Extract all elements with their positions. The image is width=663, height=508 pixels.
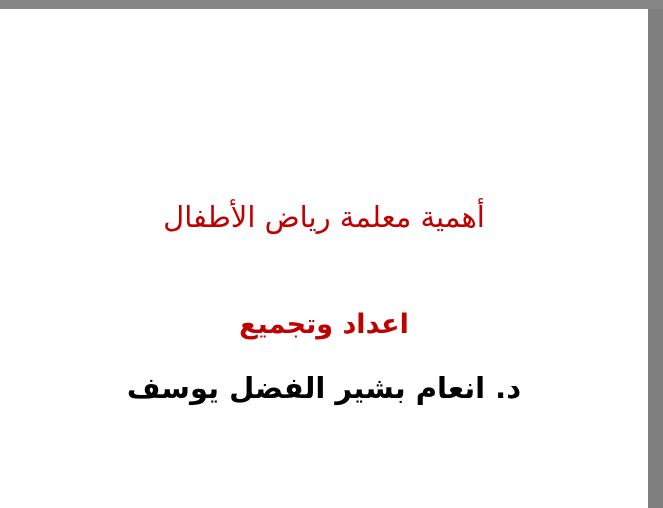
slide-subtitle-block <box>0 301 648 414</box>
slide-page <box>0 9 648 508</box>
prepared-by-label: اعداد وتجميع <box>239 309 409 340</box>
author-name: د. انعام بشير الفضل يوسف <box>126 371 522 405</box>
slide-content <box>0 9 648 508</box>
slide-title: أهمية معلمة رياض الأطفال <box>163 200 485 234</box>
viewer-top-bar <box>0 0 663 9</box>
viewer-right-gutter <box>648 9 663 508</box>
